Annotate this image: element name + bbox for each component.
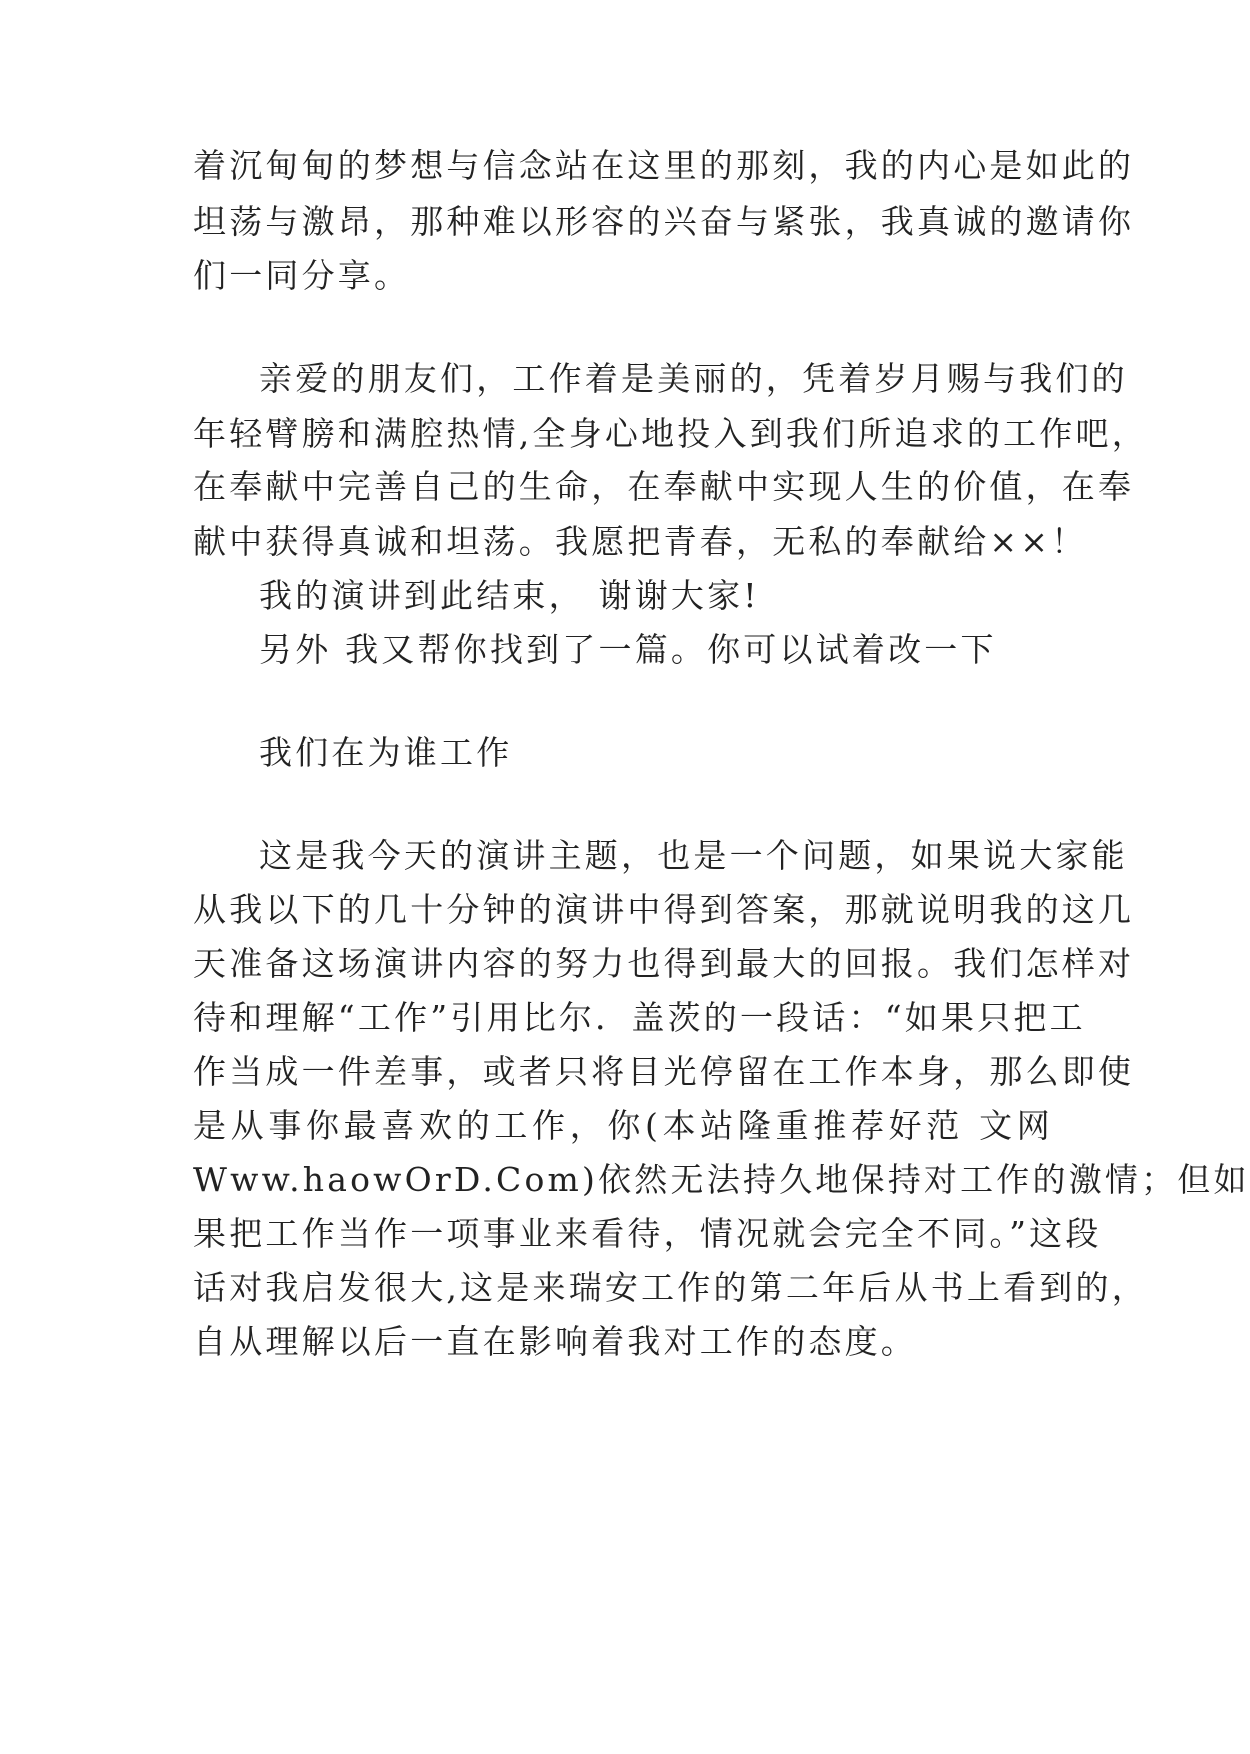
text-line: 作当成一件差事，或者只将目光停留在工作本身，那么即使 [193, 1052, 1135, 1091]
text-line: 们一同分享。 [193, 256, 411, 295]
text-line: 年轻臂膀和满腔热情,全身心地投入到我们所追求的工作吧， [193, 414, 1148, 453]
text-line: 在奉献中完善自己的生命，在奉献中实现人生的价值，在奉 [193, 467, 1135, 506]
text-line: 从我以下的几十分钟的演讲中得到答案，那就说明我的这几 [193, 890, 1135, 929]
text-line: 天准备这场演讲内容的努力也得到最大的回报。我们怎样对 [193, 944, 1135, 983]
text-line: 这是我今天的演讲主题，也是一个问题，如果说大家能 [259, 836, 1128, 875]
text-line: 献中获得真诚和坦荡。我愿把青春，无私的奉献给××！ [193, 522, 1088, 561]
text-line: 坦荡与激昂，那种难以形容的兴奋与紧张，我真诚的邀请你 [193, 202, 1135, 241]
text-line: 我的演讲到此结束， 谢谢大家! [259, 576, 760, 615]
text-line: 待和理解“工作”引用比尔．盖茨的一段话：“如果只把工 [193, 998, 1086, 1037]
text-line: 另外 我又帮你找到了一篇。你可以试着改一下 [259, 630, 997, 669]
text-line: 自从理解以后一直在影响着我对工作的态度。 [193, 1322, 917, 1361]
text-line: 亲爱的朋友们，工作着是美丽的，凭着岁月赐与我们的 [259, 359, 1128, 398]
text-line: 话对我启发很大,这是来瑞安工作的第二年后从书上看到的， [193, 1268, 1148, 1307]
text-line: 是从事你最喜欢的工作，你(本站隆重推荐好范 文网 [193, 1106, 1053, 1145]
text-line: 着沉甸甸的梦想与信念站在这里的那刻，我的内心是如此的 [193, 146, 1135, 185]
text-line: 果把工作当作一项事业来看待，情况就会完全不同。”这段 [193, 1214, 1102, 1253]
text-line: Www.haowOrD.Com)依然无法持久地保持对工作的激情；但如 [193, 1160, 1250, 1199]
section-heading: 我们在为谁工作 [259, 733, 513, 772]
